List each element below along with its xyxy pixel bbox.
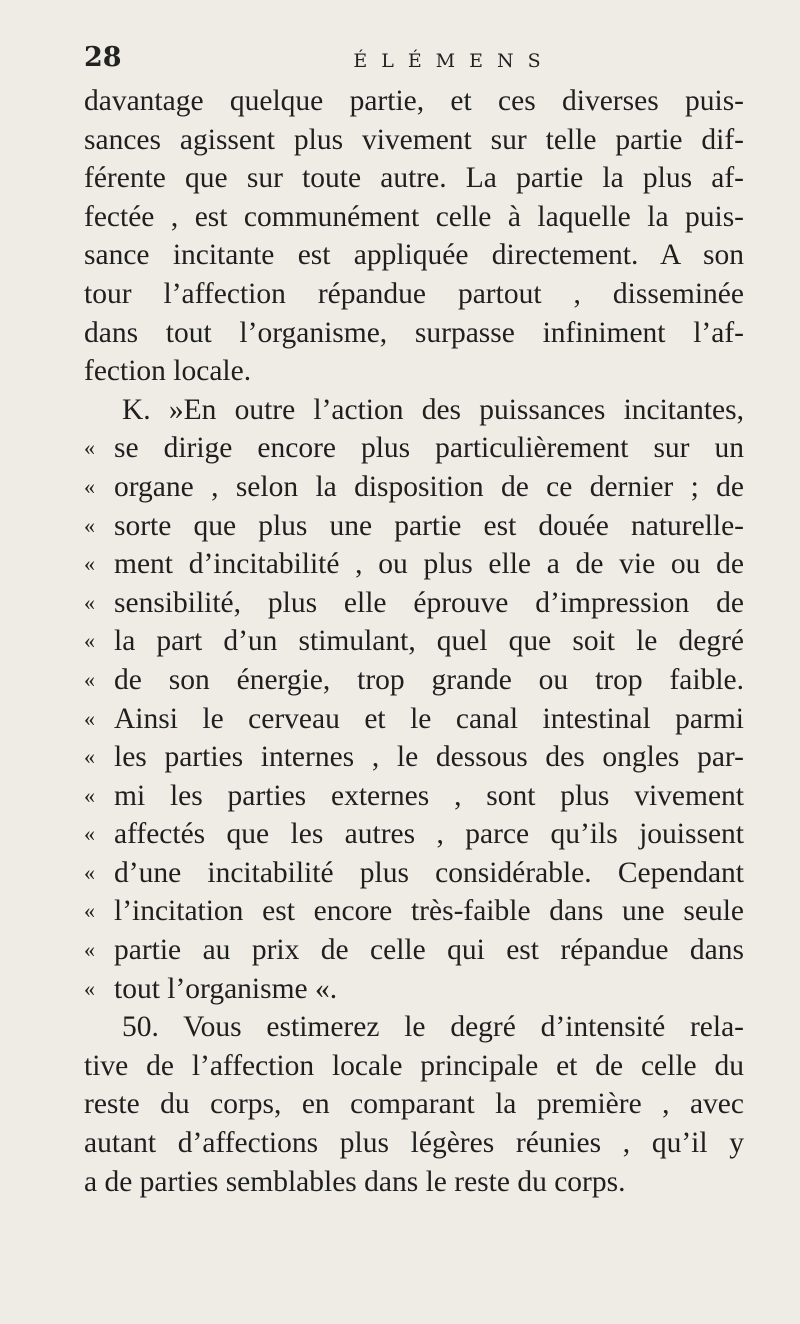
text-line: davantage quelque partie, et ces diverses puis- [84, 85, 744, 117]
quoted-line [84, 931, 744, 970]
quoted-line [84, 777, 744, 816]
quoted-text: sorte que plus une partie est douée naturelle- [114, 509, 744, 542]
quote-mark: « [84, 705, 95, 731]
quote-mark: « [84, 975, 95, 1001]
quote-mark: « [84, 551, 95, 577]
quote-mark: « [84, 666, 95, 692]
body-text [84, 82, 744, 1201]
quoted-text: Ainsi le cerveau et le canal intestinal parmi [114, 702, 744, 735]
quoted-text: les parties internes , le dessous des ongles par- [114, 741, 744, 774]
quote-mark: « [84, 744, 95, 770]
page-number: 28 [84, 42, 122, 73]
quoted-text: sensibilité, plus elle éprouve d’impression de [114, 586, 744, 619]
paragraph-1 [84, 82, 744, 391]
quoted-line [84, 854, 744, 893]
page-header [84, 40, 744, 80]
quoted-line [84, 584, 744, 623]
quoted-line [84, 468, 744, 507]
quote-mark: « [84, 589, 95, 615]
quoted-text: partie au prix de celle qui est répandue dans [114, 934, 744, 967]
running-head: ÉLÉMENS [353, 50, 555, 72]
text-line: dans tout l’organisme, surpasse infiniment l’af- [84, 316, 744, 349]
quoted-line [84, 545, 744, 584]
quote-mark: « [84, 821, 95, 847]
quote-mark: « [84, 937, 95, 963]
text-line: K. »En outre l’action des puissances incitantes, [122, 393, 744, 426]
quoted-line [84, 738, 744, 777]
text-line: fection locale. [84, 355, 252, 388]
text-line: fectée , est communément celle à laquelle la puis- [84, 200, 744, 233]
quote-mark: « [84, 628, 95, 654]
quoted-text: la part d’un stimulant, quel que soit le degré [114, 625, 744, 658]
quoted-text: mi les parties externes , sont plus vivement [114, 779, 744, 812]
quote-mark: « [84, 512, 95, 538]
quoted-text: de son énergie, trop grande ou trop faible. [114, 663, 744, 696]
paragraph-3 [84, 1008, 744, 1201]
quoted-line [84, 815, 744, 854]
text-line: tour l’affection répandue partout , disseminée [84, 277, 744, 310]
quote-mark: « [84, 782, 95, 808]
text-line: 50. Vous estimerez le degré d’intensité rela- [122, 1011, 744, 1044]
text-line: férente que sur toute autre. La partie la plus af- [84, 162, 744, 195]
quoted-line [84, 661, 744, 700]
text-line: sance incitante est appliquée directement. A son [84, 239, 744, 272]
quote-mark: « [84, 898, 95, 924]
quoted-line [84, 700, 744, 739]
text-line: reste du corps, en comparant la première , avec [84, 1088, 744, 1121]
quoted-text: ment d’incitabilité , ou plus elle a de vie ou de [114, 548, 744, 581]
quoted-text: se dirige encore plus particulièrement sur un [114, 432, 744, 465]
quote-mark: « [84, 435, 95, 461]
quote-mark: « [84, 859, 95, 885]
quoted-line [84, 429, 744, 468]
text-line: a de parties semblables dans le reste du corps. [84, 1165, 626, 1198]
quoted-text: tout l’organisme «. [114, 972, 338, 1005]
paragraph-2 [84, 391, 744, 1009]
quoted-line [84, 507, 744, 546]
quoted-text: affectés que les autres , parce qu’ils jouissent [114, 818, 744, 851]
quoted-line [84, 622, 744, 661]
text-line: autant d’affections plus légères réunies , qu’il y [84, 1127, 744, 1160]
quote-mark: « [84, 473, 95, 499]
quoted-text: d’une incitabilité plus considérable. Cependant [114, 856, 744, 889]
quoted-line [84, 892, 744, 931]
quoted-text: organe , selon la disposition de ce dernier ; de [114, 470, 744, 503]
quoted-text: l’incitation est encore très-faible dans une seule [114, 895, 744, 928]
text-line: tive de l’affection locale principale et de celle du [84, 1049, 744, 1082]
text-line: sances agissent plus vivement sur telle partie dif- [84, 123, 744, 156]
quoted-line [84, 970, 744, 1009]
